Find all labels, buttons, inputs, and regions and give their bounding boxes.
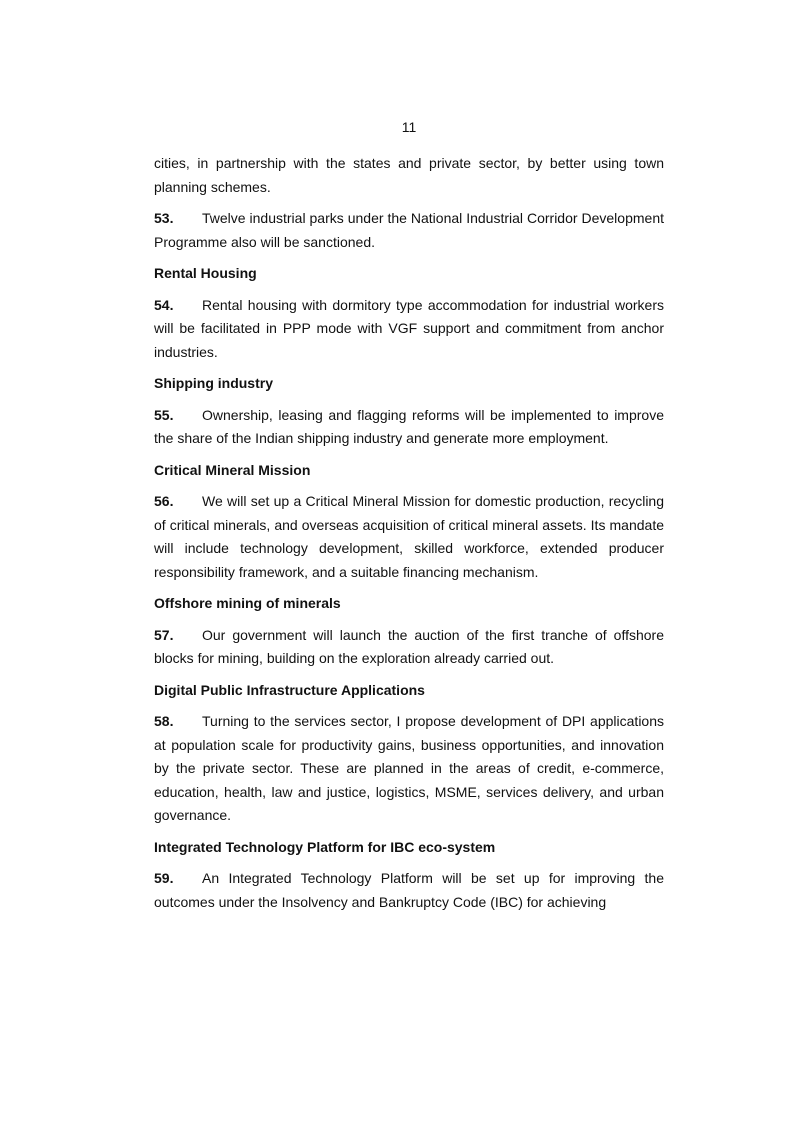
paragraph-text: Ownership, leasing and flagging reforms will be implemented to improve the share of the Indian shipping industry and generate more employment. xyxy=(154,406,664,446)
paragraph-56 xyxy=(154,490,664,584)
paragraph-number: 58. xyxy=(154,713,174,729)
paragraph-number: 56. xyxy=(154,493,174,509)
paragraph-59 xyxy=(154,867,664,914)
paragraph-54 xyxy=(154,294,664,365)
section-heading-digital-public-infrastructure: Digital Public Infrastructure Applications xyxy=(154,681,425,698)
paragraph-number: 55. xyxy=(154,406,174,423)
paragraph-58 xyxy=(154,710,664,828)
paragraph-number: 54. xyxy=(154,296,174,313)
section-heading-critical-mineral-mission: Critical Mineral Mission xyxy=(154,461,311,478)
section-heading-integrated-technology-platform: Integrated Technology Platform for IBC eco-system xyxy=(154,838,496,855)
page-body xyxy=(154,152,664,922)
paragraph-text: Turning to the services sector, I propose development of DPI applications at population scale for productivity gains, business opportunities, and innovation by the private sector. These are planned in the areas of credit, e-commerce, education, health, law and justice, logistics, MSME, services delivery, and urban governance. xyxy=(154,713,664,823)
paragraph-continuation xyxy=(154,152,664,199)
paragraph-57 xyxy=(154,624,664,671)
paragraph-number: 53. xyxy=(154,210,174,226)
section-heading-shipping-industry: Shipping industry xyxy=(154,375,273,391)
paragraph-text: cities, in partnership with the states and private sector, by better using town planning schemes. xyxy=(154,155,664,195)
paragraph-number: 57. xyxy=(154,626,174,643)
paragraph-number: 59. xyxy=(154,870,174,886)
section-heading-offshore-mining: Offshore mining of minerals xyxy=(154,595,341,611)
paragraph-text: Rental housing with dormitory type accommodation for industrial workers will be facilitated in PPP mode with VGF support and commitment from anchor industries. xyxy=(154,296,664,360)
paragraph-text: An Integrated Technology Platform will be set up for improving the outcomes under the Insolvency and Bankruptcy Code (IBC) for achieving xyxy=(154,870,664,910)
paragraph-text: Twelve industrial parks under the National Industrial Corridor Development Programme also will be sanctioned. xyxy=(154,210,664,250)
section-heading-rental-housing: Rental Housing xyxy=(154,265,257,281)
paragraph-text: Our government will launch the auction of the first tranche of offshore blocks for mining, building on the exploration already carried out. xyxy=(154,626,664,666)
paragraph-55 xyxy=(154,404,664,451)
page-number: 11 xyxy=(401,119,417,135)
paragraph-53 xyxy=(154,207,664,254)
paragraph-text: We will set up a Critical Mineral Mission for domestic production, recycling of critical minerals, and overseas acquisition of critical mineral assets. Its mandate will include technology development, skilled workforce, extended producer responsibility framework, and a suitable financing mechanism. xyxy=(154,493,664,580)
